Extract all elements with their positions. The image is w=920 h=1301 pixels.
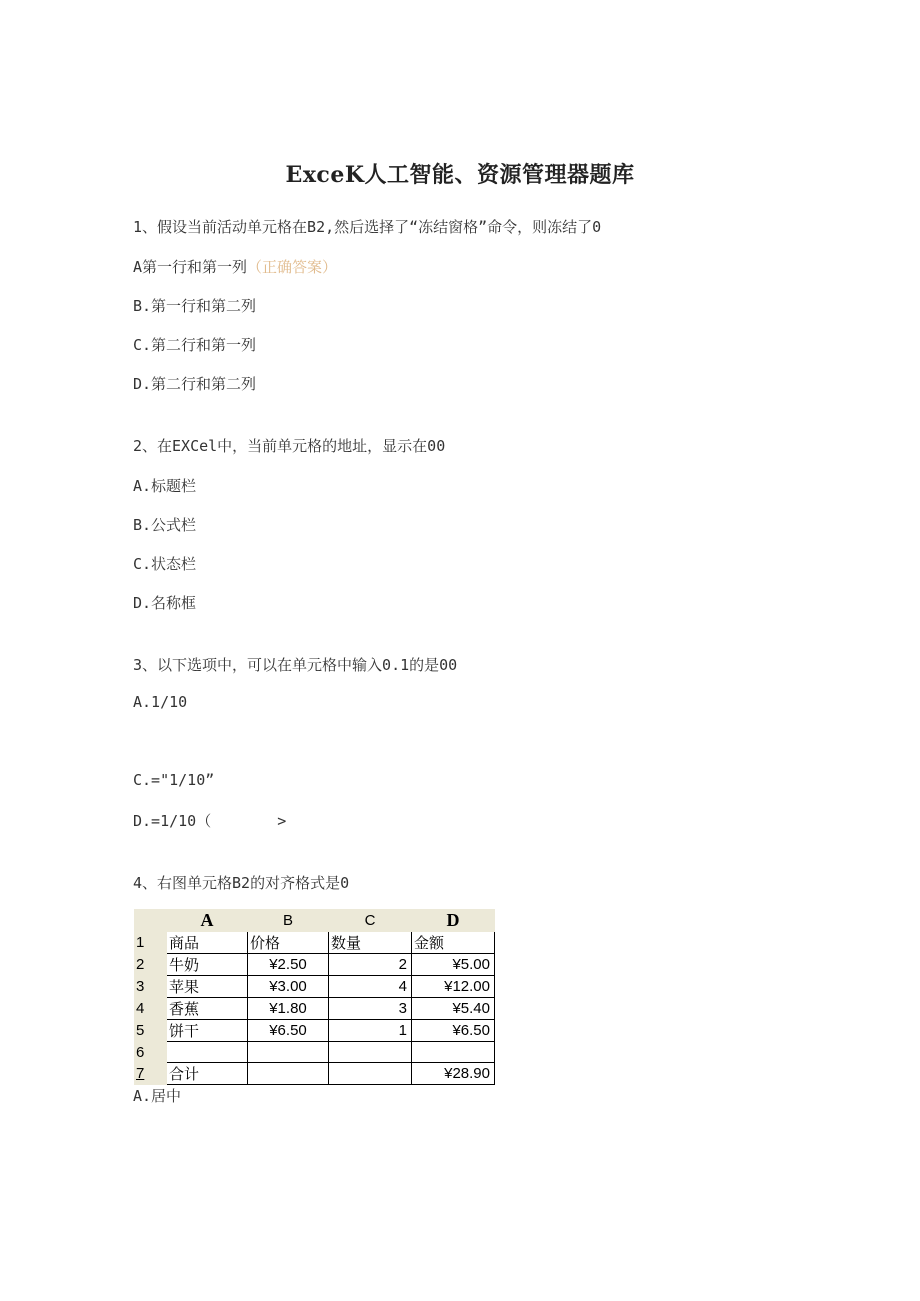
q3-option-d xyxy=(133,810,286,831)
q1-option-b: B.第一行和第二列 xyxy=(133,297,257,315)
cell-b4: ¥1.80 xyxy=(248,998,329,1020)
row-number: 6 xyxy=(134,1042,167,1063)
q2-option-d: D.名称框 xyxy=(133,594,197,612)
row-number: 4 xyxy=(134,998,167,1020)
table-row xyxy=(134,1063,495,1085)
q3-option-a: A.1/10 xyxy=(133,693,188,711)
cell-d7: ¥28.90 xyxy=(412,1063,495,1085)
cell-a2: 牛奶 xyxy=(167,954,248,976)
spreadsheet-image xyxy=(133,908,495,1085)
column-header-b: B xyxy=(248,909,329,932)
q1-option-d: D.第二行和第二列 xyxy=(133,375,257,393)
column-header-c: C xyxy=(329,909,412,932)
row-number: 1 xyxy=(134,932,167,954)
cell-b7 xyxy=(248,1063,329,1085)
row-number: 3 xyxy=(134,976,167,998)
q3-option-d-bracket: > xyxy=(277,812,287,830)
cell-d2: ¥5.00 xyxy=(412,954,495,976)
table-row xyxy=(134,1042,495,1063)
cell-d5: ¥6.50 xyxy=(412,1020,495,1042)
column-header-d: D xyxy=(412,909,495,932)
cell-c4: 3 xyxy=(329,998,412,1020)
q4-option-a: A.居中 xyxy=(133,1087,182,1105)
cell-c2: 2 xyxy=(329,954,412,976)
question-4: 4、右图单元格B2的对齐格式是0 xyxy=(133,874,350,892)
cell-c1: 数量 xyxy=(329,932,412,954)
correct-answer-mark: （正确答案） xyxy=(247,258,338,276)
page-title: ExceK人工智能、资源管理器题库 xyxy=(285,162,635,188)
cell-c6 xyxy=(329,1042,412,1063)
table-row xyxy=(134,1020,495,1042)
q2-option-b: B.公式栏 xyxy=(133,516,197,534)
cell-d4: ¥5.40 xyxy=(412,998,495,1020)
question-3: 3、以下选项中，可以在单元格中输入0.1的是00 xyxy=(133,656,458,674)
cell-d6 xyxy=(412,1042,495,1063)
cell-a6 xyxy=(167,1042,248,1063)
q2-option-c: C.状态栏 xyxy=(133,555,197,573)
cell-b2: ¥2.50 xyxy=(248,954,329,976)
cell-a1: 商品 xyxy=(167,932,248,954)
cell-d3: ¥12.00 xyxy=(412,976,495,998)
cell-b3: ¥3.00 xyxy=(248,976,329,998)
cell-c5: 1 xyxy=(329,1020,412,1042)
table-row xyxy=(134,954,495,976)
q1-option-a xyxy=(133,256,337,277)
cell-c7 xyxy=(329,1063,412,1085)
q2-option-a: A.标题栏 xyxy=(133,477,197,495)
row-number: 2 xyxy=(134,954,167,976)
cell-c3: 4 xyxy=(329,976,412,998)
cell-b5: ¥6.50 xyxy=(248,1020,329,1042)
corner-cell xyxy=(134,909,167,932)
q3-option-d-text: D.=1/10（ xyxy=(133,812,212,830)
table-row xyxy=(134,998,495,1020)
cell-b6 xyxy=(248,1042,329,1063)
row-number: 7 xyxy=(134,1063,167,1085)
cell-a4: 香蕉 xyxy=(167,998,248,1020)
column-header-a: A xyxy=(167,909,248,932)
q3-option-c: C.="1/10” xyxy=(133,771,215,789)
cell-a5: 饼干 xyxy=(167,1020,248,1042)
cell-a3: 苹果 xyxy=(167,976,248,998)
q1-option-c: C.第二行和第一列 xyxy=(133,336,257,354)
cell-b1: 价格 xyxy=(248,932,329,954)
table-row xyxy=(134,976,495,998)
table-row xyxy=(134,932,495,954)
column-header-row xyxy=(134,909,495,932)
cell-a7: 合计 xyxy=(167,1063,248,1085)
question-1: 1、假设当前活动单元格在B2,然后选择了“冻结窗格”命令，则冻结了0 xyxy=(133,218,602,236)
cell-d1: 金额 xyxy=(412,932,495,954)
question-2: 2、在EXCel中，当前单元格的地址，显示在00 xyxy=(133,437,446,455)
q1-option-a-text: A第一行和第一列 xyxy=(133,258,248,276)
row-number: 5 xyxy=(134,1020,167,1042)
